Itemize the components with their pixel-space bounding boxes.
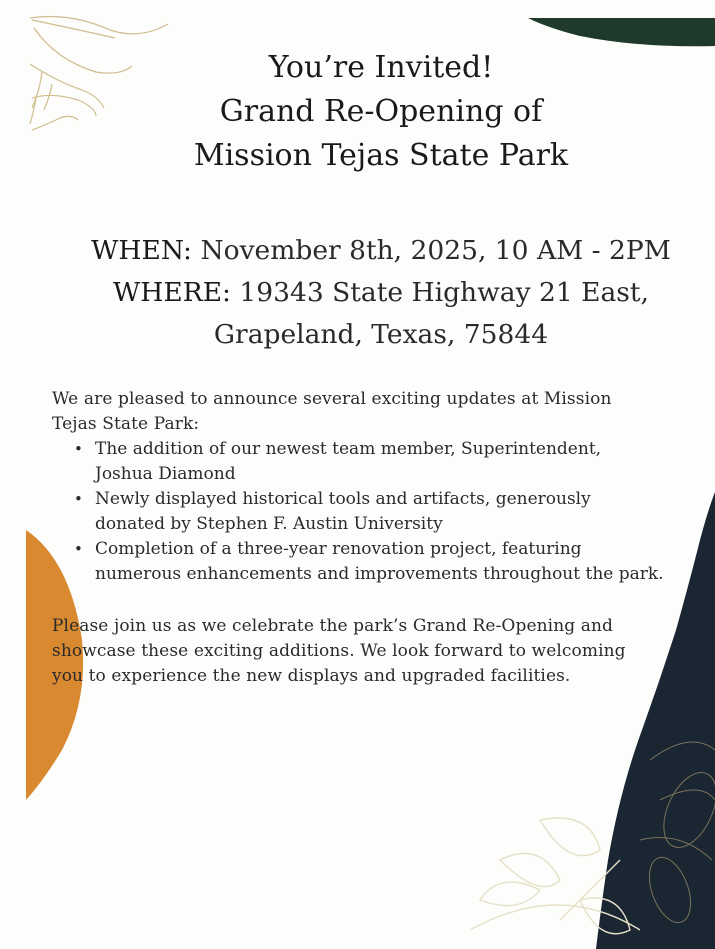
when-value: November 8th, 2025, 10 AM - 2PM [200,235,671,266]
intro-paragraph [52,387,692,437]
title-line-1: You’re Invited! [268,50,494,85]
list-item-line-1: Completion of a three-year renovation project, featuring [95,539,582,559]
list-item-line-2: donated by Stephen F. Austin University [95,514,443,534]
list-item-line-1: Newly displayed historical tools and artifacts, generously [95,489,591,509]
invitation-title [0,46,715,178]
list-item-line-2: Joshua Diamond [95,464,236,484]
closing-line-3: you to experience the new displays and upgraded facilities. [52,666,571,686]
closing-line-1: Please join us as we celebrate the park’s Grand Re-Opening and [52,616,613,636]
green-crescent-shape [528,18,715,46]
list-item-line-1: The addition of our newest team member, Superintendent, [95,439,602,459]
bullet-icon: • [74,540,83,558]
when-label: WHEN: [91,235,192,266]
closing-line-2: showcase these exciting additions. We look forward to welcoming [52,641,626,661]
where-row [0,272,715,314]
event-details [0,230,715,356]
update-list [52,437,712,587]
bullet-icon: • [74,440,83,458]
where-value-line-1: 19343 State Highway 21 East, [239,277,649,308]
where-value-line-2: Grapeland, Texas, 75844 [213,319,549,350]
intro-line-1: We are pleased to announce several exciting updates at Mission [52,389,612,409]
list-item [52,437,712,487]
where-label: WHERE: [113,277,231,308]
title-line-3: Mission Tejas State Park [193,138,569,173]
intro-line-2: Tejas State Park: [52,414,200,434]
when-row [0,230,715,272]
bullet-icon: • [74,490,83,508]
closing-paragraph [52,614,692,689]
list-item-line-2: numerous enhancements and improvements throughout the park. [95,564,664,584]
title-line-2: Grand Re-Opening of [219,94,543,129]
list-item [52,487,712,537]
list-item [52,537,712,587]
